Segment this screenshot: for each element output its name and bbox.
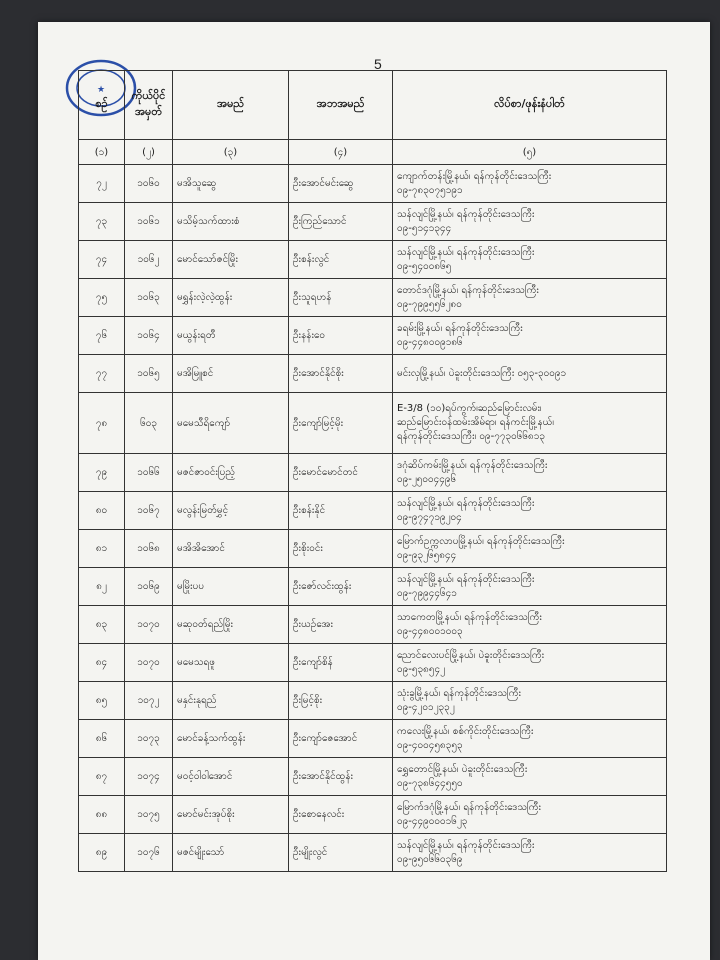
address-line: ၀၉-၅၁၄၁၃၄၄ (397, 222, 452, 234)
address-line: ကျောက်တန်းမြို့နယ်၊ ရန်ကုန်တိုင်းဒေသကြီး (397, 170, 552, 182)
header-serial: စဉ် (79, 71, 125, 139)
row-name: မမေသရဖူ (173, 644, 289, 681)
row-id: ၁၀၇၀ (125, 644, 173, 681)
row-serial: ၈၆ (79, 720, 125, 757)
address-line: ၀၉-၄၀၀၄၅၈၃၅၃ (397, 739, 463, 751)
row-address (393, 720, 667, 757)
row-id: ၁၀၇၆ (125, 834, 173, 871)
row-serial: ၈၈ (79, 796, 125, 833)
row-id: ၁၀၆၇ (125, 492, 173, 529)
table-row (79, 834, 667, 872)
row-serial: ၈၀ (79, 492, 125, 529)
address-line: ၀၉-၇၈၃၀၇၅၁၉၁ (397, 184, 463, 196)
table-row (79, 317, 667, 355)
address-line: ၀၉-၇၉၉၄၄၆၄၁ (397, 587, 457, 599)
row-name: မအိအိအောင် (173, 530, 289, 567)
row-serial: ၇၇ (79, 355, 125, 392)
row-father-name: ဦးစိုးဝင်း (289, 530, 393, 567)
table-row (79, 758, 667, 796)
address-line: ၀၉-၂၅၀၀၄၄၉၆ (397, 473, 457, 485)
row-address (393, 492, 667, 529)
row-serial: ၇၄ (79, 241, 125, 278)
header-father: အဘအမည် (289, 71, 393, 139)
row-address (393, 758, 667, 795)
header-id (125, 71, 173, 139)
row-address (393, 606, 667, 643)
row-father-name: ဦးယဉ်အေး (289, 606, 393, 643)
row-name: မမေသီရိကျော် (173, 393, 289, 453)
row-serial: ၇၆ (79, 317, 125, 354)
page-number: 5 (374, 56, 382, 72)
row-name: မဝင့်ဝါဝါအောင် (173, 758, 289, 795)
row-address (393, 241, 667, 278)
address-line: မင်းလှမြို့နယ်၊ ပဲခူးတိုင်းဒေသကြီး ၀၅၃-၃၀၀၉၁ (397, 367, 567, 379)
address-line: သုံးခွမြို့နယ်၊ ရန်ကုန်တိုင်းဒေသကြီး (397, 687, 522, 699)
address-line: ၀၉-၄၄၈၀၀၁၀၀၃ (397, 625, 463, 637)
address-line: ညောင်လေးပင်မြို့နယ်၊ ပဲခူးတိုင်းဒေသကြီး (397, 649, 545, 661)
row-address (393, 393, 667, 453)
row-name: မောင်သော်ဇင်မြိုး (173, 241, 289, 278)
row-id: ၁၀၆၉ (125, 568, 173, 605)
row-id: ၁၀၇၃ (125, 720, 173, 757)
row-father-name: ဦးအောင်နိုင်ထွန်း (289, 758, 393, 795)
row-name: မယွန်းရတီ (173, 317, 289, 354)
address-line: ခရမ်းမြို့နယ်၊ ရန်ကုန်တိုင်းဒေသကြီး (397, 322, 523, 334)
row-serial: ၈၄ (79, 644, 125, 681)
address-line: ၀၉-၄၂၀၁၂၃၃၂ (397, 701, 455, 713)
row-id: ၁၀၆၅ (125, 355, 173, 392)
table-row (79, 279, 667, 317)
row-serial: ၇၉ (79, 454, 125, 491)
table-row (79, 241, 667, 279)
row-name: မအိသူဆွေ (173, 165, 289, 202)
address-line: ကလေးမြို့နယ်၊ စစ်ကိုင်းတိုင်းဒေသကြီး (397, 725, 534, 737)
candidate-table (78, 70, 667, 872)
row-name: မဆုဝတ်ရည်မြိုး (173, 606, 289, 643)
row-father-name: ဦးစန်းနိုင် (289, 492, 393, 529)
row-address (393, 355, 667, 392)
row-father-name: ဦးမြင့်စိုး (289, 682, 393, 719)
address-line: ဒဂုံဆိပ်ကမ်းမြို့နယ်၊ ရန်ကုန်တိုင်းဒေသကြီး (397, 459, 548, 471)
row-father-name: ဦးစောနေလင်း (289, 796, 393, 833)
address-line: သာကေတမြို့နယ်၊ ရန်ကုန်တိုင်းဒေသကြီး (397, 611, 542, 623)
row-father-name: ဦးကျော်မြင့်မိုး (289, 393, 393, 453)
address-line: ၀၉-၅၄၀၀၈၆၅ (397, 260, 452, 272)
header-id-line2: အမှတ် (134, 105, 163, 118)
address-line: ၀၉-၉၅၀၆၆၀၃၆၉ (397, 853, 463, 865)
row-address (393, 834, 667, 871)
row-id: ၁၀၆၈ (125, 530, 173, 567)
address-line: သန်လျင်မြို့နယ်၊ ရန်ကုန်တိုင်းဒေသကြီး (397, 497, 535, 509)
address-line: ၀၉-၉၃၂၆၅၈၄၄ (397, 549, 457, 561)
address-line: သန်လျင်မြို့နယ်၊ ရန်ကုန်တိုင်းဒေသကြီး (397, 246, 535, 258)
row-name: မလွန်းမြတ်မွှင့် (173, 492, 289, 529)
table-row (79, 682, 667, 720)
row-address (393, 682, 667, 719)
row-serial: ၈၉ (79, 834, 125, 871)
address-line: ဆည်မြောင်းဝန်ထမ်းအိမ်ရာ၊ ရန်ကင်းမြို့နယ်၊ (397, 417, 554, 428)
table-row (79, 492, 667, 530)
row-serial: ၈၂ (79, 568, 125, 605)
row-serial: ၇၅ (79, 279, 125, 316)
address-line: သန်လျင်မြို့နယ်၊ ရန်ကုန်တိုင်းဒေသကြီး (397, 208, 535, 220)
row-id: ၁၀၆၀ (125, 165, 173, 202)
row-name: မောင်ခန့်သက်ထွန်း (173, 720, 289, 757)
table-row (79, 393, 667, 454)
row-address (393, 568, 667, 605)
address-line: တောင်ဒဂုံမြို့နယ်၊ ရန်ကုန်တိုင်းဒေသကြီး (397, 284, 539, 296)
address-line: ၀၉-၇၉၉၅၅၆၂၈၀ (397, 298, 462, 310)
row-father-name: ဦးမျိုးလွင် (289, 834, 393, 871)
address-line: ရန်ကုန်တိုင်းဒေသကြီး၊ ၀၉-၇၇၃၀၆၆၈၁၃ (397, 431, 545, 442)
row-id: ၁၀၆၃ (125, 279, 173, 316)
table-row (79, 165, 667, 203)
address-line: မြောက်ဒဂုံမြို့နယ်၊ ရန်ကုန်တိုင်းဒေသကြီး (397, 801, 542, 813)
row-address (393, 454, 667, 491)
row-father-name: ဦးမောင်မောင်တင် (289, 454, 393, 491)
row-name: မောင်မင်းအုပ်စိုး (173, 796, 289, 833)
table-row (79, 530, 667, 568)
table-row (79, 355, 667, 393)
table-body (79, 165, 667, 872)
row-id: ၆၀၃ (125, 393, 173, 453)
address-line: ၀၉-၉၇၄၇၁၉၂၀၄ (397, 511, 462, 523)
row-id: ၁၀၇၂ (125, 682, 173, 719)
header-address: လိပ်စာ/ဖုန်းနံပါတ် (393, 71, 667, 139)
address-line: ၀၉-၄၄၈၀၀၉၁၈၆ (397, 336, 463, 348)
row-father-name: ဦးအောင်မင်းဆွေ (289, 165, 393, 202)
row-id: ၁၀၇၀ (125, 606, 173, 643)
table-row (79, 454, 667, 492)
row-address (393, 203, 667, 240)
table-row (79, 568, 667, 606)
row-serial: ၈၅ (79, 682, 125, 719)
row-id: ၁၀၆၄ (125, 317, 173, 354)
row-father-name: ဦးစန်းလွင် (289, 241, 393, 278)
table-header-row (79, 71, 667, 140)
row-serial: ၈၁ (79, 530, 125, 567)
address-line: သန်လျင်မြို့နယ်၊ ရန်ကုန်တိုင်းဒေသကြီး (397, 839, 535, 851)
row-address (393, 165, 667, 202)
row-id: ၁၀၆၂ (125, 241, 173, 278)
row-father-name: ဦးအောင်နိုင်စိုး (289, 355, 393, 392)
row-father-name: ဦးကျော်စိန် (289, 644, 393, 681)
svg-text:★: ★ (96, 85, 106, 95)
row-id: ၁၀၆၆ (125, 454, 173, 491)
row-address (393, 644, 667, 681)
row-serial: ၇၃ (79, 203, 125, 240)
table-row (79, 720, 667, 758)
row-name: မအိမြူစင် (173, 355, 289, 392)
address-line: မြောက်ဥက္ကလာပမြို့နယ်၊ ရန်ကုန်တိုင်းဒေသကြီး (397, 535, 565, 547)
table-row (79, 644, 667, 682)
row-father-name: ဦးနန်းဝေ (289, 317, 393, 354)
row-address (393, 317, 667, 354)
row-name: မဇင်ဇာဝင်းပြည့် (173, 454, 289, 491)
table-row (79, 606, 667, 644)
row-father-name: ဦးဇော်လင်းထွန်း (289, 568, 393, 605)
row-address (393, 796, 667, 833)
row-id: ၁၀၇၅ (125, 796, 173, 833)
table-row (79, 796, 667, 834)
column-index-row (79, 140, 667, 165)
row-id: ၁၀၆၁ (125, 203, 173, 240)
row-serial: ၇၂ (79, 165, 125, 202)
row-id: ၁၀၇၄ (125, 758, 173, 795)
index-3: (၃) (173, 140, 289, 164)
address-line: ၀၉-၄၄၉၀၀၀၁၆၂၃ (397, 815, 468, 827)
row-address (393, 279, 667, 316)
row-serial: ၈၇ (79, 758, 125, 795)
header-id-line1: ကိုယ်ပိုင် (131, 89, 166, 102)
row-name: မဇင်မျိုးသော် (173, 834, 289, 871)
table-row (79, 203, 667, 241)
index-1: (၁) (79, 140, 125, 164)
row-father-name: ဦးသူရဟန် (289, 279, 393, 316)
row-serial: ၈၃ (79, 606, 125, 643)
address-line: ၀၉-၇၃၈၆၄၄၅၅၀ (397, 777, 463, 789)
row-father-name: ဦးကျော်ဇေအောင် (289, 720, 393, 757)
address-line: ရွှေတောင်မြို့နယ်၊ ပဲခူးတိုင်းဒေသကြီး (397, 763, 528, 775)
address-line: E-3/8 (၁၀)ရပ်ကွက်၊ဆည်မြောင်းလမ်း၊ (397, 403, 542, 414)
header-name: အမည် (173, 71, 289, 139)
row-serial: ၇၈ (79, 393, 125, 453)
row-name: မမြိုးပပ (173, 568, 289, 605)
index-5: (၅) (393, 140, 667, 164)
address-line: ၀၉-၅၃၈၅၄၂ (397, 663, 445, 675)
row-father-name: ဦးကြည်သောင် (289, 203, 393, 240)
row-name: မနှင်းနုရည် (173, 682, 289, 719)
row-name: မရွှန်းလဲ့လဲ့ထွန်း (173, 279, 289, 316)
address-line: သန်လျင်မြို့နယ်၊ ရန်ကုန်တိုင်းဒေသကြီး (397, 573, 535, 585)
row-address (393, 530, 667, 567)
row-name: မသိမ့်သက်ထားစံ (173, 203, 289, 240)
index-4: (၄) (289, 140, 393, 164)
index-2: (၂) (125, 140, 173, 164)
